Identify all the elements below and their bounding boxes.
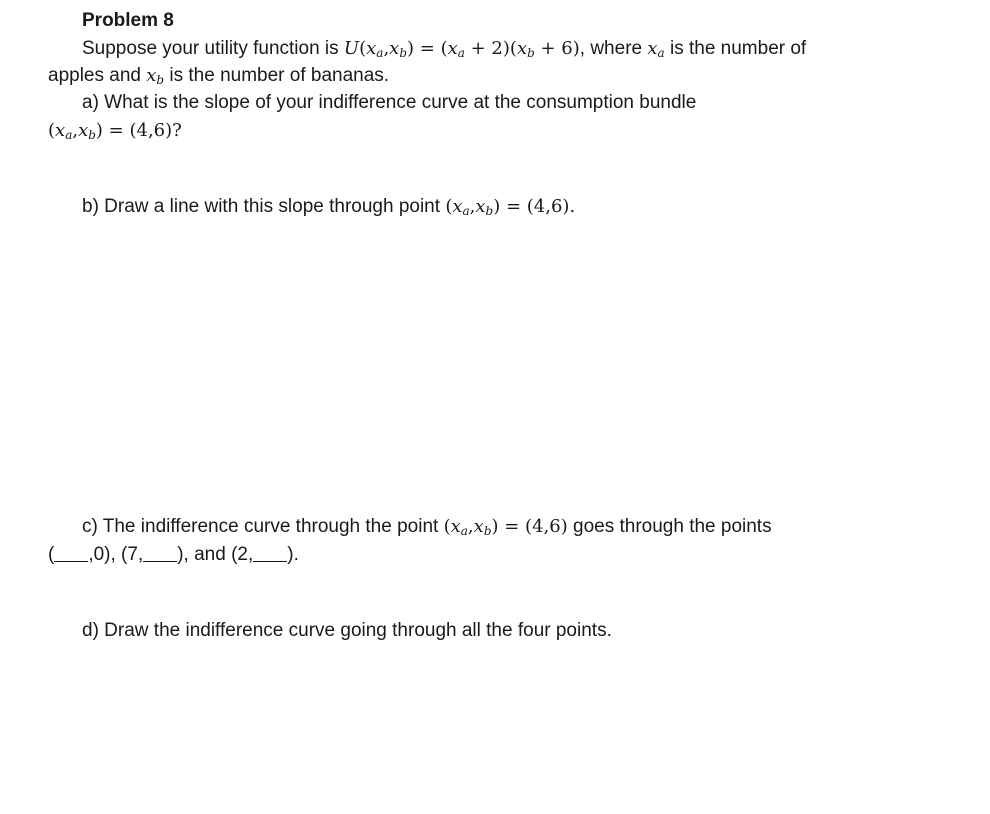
part-c-point-math: $(x_a,x_b) = (4,6)$ xyxy=(443,516,568,538)
intro-middle: , where xyxy=(579,38,643,59)
part-b-text: b) Draw a line with this slope through point xyxy=(82,196,441,217)
intro-line2-suffix: is the number of bananas. xyxy=(169,65,390,86)
points-seg-4: ). xyxy=(287,544,299,565)
part-a-question: a) What is the slope of your indifference curve at the consumption bundle xyxy=(82,92,697,113)
part-c-suffix: goes through the points xyxy=(573,516,772,537)
intro-line-2 xyxy=(48,63,389,89)
utility-function: $U(x_a,x_b) = (x_a + 2)(x_b + 6)$ xyxy=(343,38,580,60)
intro-prefix: Suppose your utility function is xyxy=(82,38,339,59)
intro-line2-prefix: apples and xyxy=(48,65,141,86)
blank-1 xyxy=(54,545,88,562)
part-b-question xyxy=(82,194,575,220)
points-seg-3: ), and (2, xyxy=(177,544,254,565)
intro-line-1 xyxy=(82,36,806,62)
part-c-question xyxy=(82,514,772,540)
blank-3 xyxy=(253,545,287,562)
points-seg-2: ,0), (7, xyxy=(88,544,144,565)
xb-symbol: $x_b$ xyxy=(146,65,165,87)
blank-2 xyxy=(143,545,177,562)
part-b-point-math: $(x_a,x_b) = (4,6)$. xyxy=(445,196,576,218)
problem-title: Problem 8 xyxy=(82,10,174,31)
part-c-points xyxy=(48,542,299,568)
intro-middle-2: is the number of xyxy=(669,38,807,59)
xa-symbol: $x_a$ xyxy=(647,38,665,60)
part-d-question: d) Draw the indifference curve going through all the four points. xyxy=(82,620,612,641)
part-a-bundle xyxy=(48,118,182,144)
part-c-prefix: c) The indifference curve through the point xyxy=(82,516,439,537)
points-open: ( xyxy=(48,544,55,565)
part-a-bundle-math: $(x_a,x_b) = (4,6)$? xyxy=(48,120,182,142)
